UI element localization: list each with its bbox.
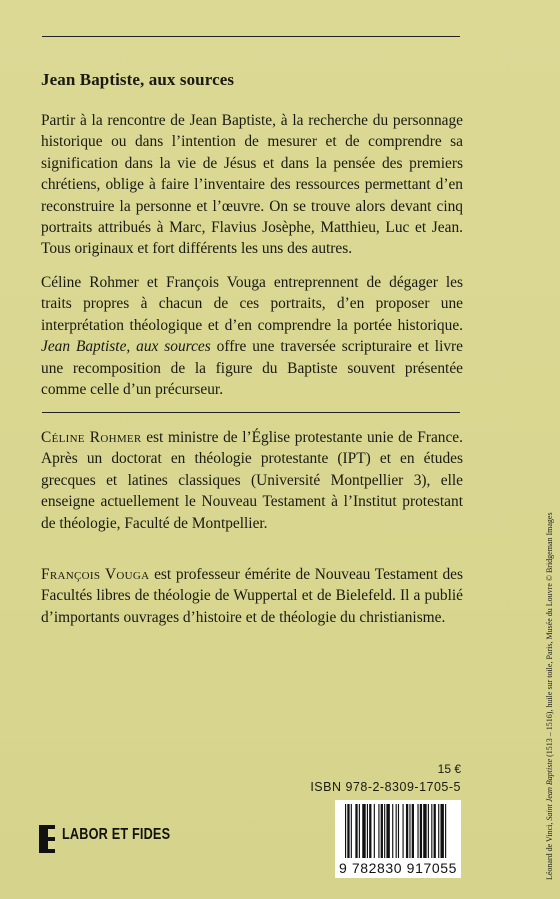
barcode-bar [386, 804, 389, 858]
middle-rule [42, 412, 460, 413]
barcode-bar [440, 804, 443, 858]
barcode-bar [378, 804, 379, 858]
credit-title-italic: Saint Jean Baptiste [545, 758, 554, 821]
barcode-bar [412, 804, 414, 858]
barcode-bar [438, 804, 439, 858]
barcode-bar [396, 804, 397, 858]
barcode-bar [423, 804, 426, 858]
author-name-vouga: François Vouga [41, 566, 150, 583]
barcode-bar [369, 804, 371, 858]
barcode-bar [406, 804, 408, 858]
barcode-bar [351, 804, 352, 858]
credit-text-1: Léonard de Vinci, [545, 820, 554, 880]
barcode-bar [428, 804, 429, 858]
author-bio-text-vouga: est professeur émérite de Nouveau Testament des Facultés libres de théologie de Wuppertal et de Bielefeld. Il a publié d’importants ouvrages d’histoire et de théologie du christianisme. [41, 566, 464, 626]
barcode-bar [384, 804, 385, 858]
barcode-bar [381, 804, 383, 858]
top-rule [42, 36, 460, 37]
author-bio-vouga [41, 564, 463, 628]
book-title: Jean Baptiste, aux sources [41, 70, 235, 89]
barcode-bar [355, 804, 357, 858]
summary-paragraph-2 [41, 272, 463, 400]
author-bio-rohmer [41, 427, 463, 534]
image-credit [545, 512, 554, 880]
summary-text-2: offre une traversée scripturaire et livre une recomposition de la figure du Baptiste souvent présentée comme celle d’un précurseur. [41, 338, 463, 399]
barcode-bar [417, 804, 418, 858]
barcode-bar [431, 804, 432, 858]
summary-title-italic: Jean Baptiste, aux sources [41, 338, 211, 356]
barcode-bar [347, 804, 349, 858]
barcode-bar [392, 804, 393, 858]
barcode-bar [345, 804, 346, 858]
barcode-bar [359, 804, 360, 858]
price-label: 15 € [437, 762, 461, 776]
author-bio-text-rohmer: est ministre de l’Église protestante unie de France. Après un doctorat en théologie protestante (IPT) et en études grecques et latines classiques (Université Montpellier 3), elle enseigne actuellement le Nouveau Testament à l’Institut protestant de théologie, Faculté de Montpellier. [41, 429, 463, 532]
summary-paragraph-1: Partir à la rencontre de Jean Baptiste, à la recherche du personnage historique ou dans l’intention de mesurer et de comprendre sa signification dans la vie de Jésus et dans la pensée des premiers chrétiens, oblige à faire l’inventaire des ressources permettant d’en reconstruire la personne et l’œuvre. On se trouve alors devant cinq portraits attribués à Marc, Flavius Josèphe, Matthieu, Luc et Jean. Tous originaux et fort différents les uns des autres. [41, 112, 463, 258]
isbn-label: ISBN 978-2-8309-1705-5 [310, 780, 461, 794]
credit-text-2: (1513 – 1516), huile sur toile, Paris, Musée du Louvre © Bridgeman Images [545, 512, 554, 759]
barcode-bar [374, 804, 375, 858]
author-name-rohmer: Céline Rohmer [41, 429, 142, 446]
summary-text-1: Céline Rohmer et François Vouga entreprennent de dégager les traits propres à chacun de ces portraits, d’en proposer une interprétation théologique et d’en comprendre la portée historique. [41, 274, 463, 334]
barcode-bar [362, 804, 365, 858]
barcode-bar [445, 804, 446, 858]
barcode-bar [409, 804, 410, 858]
barcode-bar [398, 804, 399, 858]
barcode-bar [367, 804, 368, 858]
barcode-bar [403, 804, 404, 858]
barcode-bar [434, 804, 436, 858]
barcode [335, 800, 461, 878]
barcode-bar [420, 804, 422, 858]
barcode-bars [335, 800, 461, 860]
barcode-digits: 9 782830 917055 [339, 860, 457, 876]
publisher-logo-icon [39, 825, 55, 853]
publisher-name: LABOR ET FIDES [62, 826, 171, 843]
